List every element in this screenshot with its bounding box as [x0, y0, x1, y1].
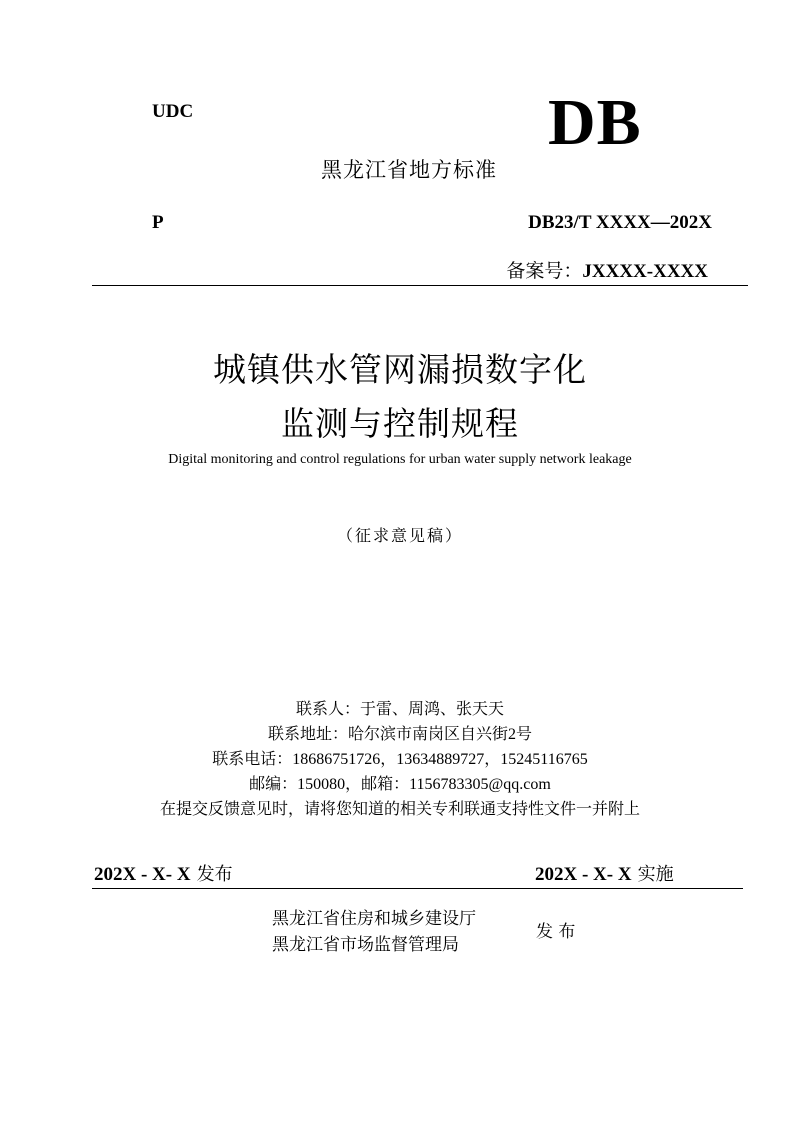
record-label: 备案号： — [506, 260, 583, 282]
issue-label: 发 布 — [536, 922, 576, 942]
release-date: 202X - X- X — [94, 864, 191, 885]
release-label: 发布 — [196, 864, 233, 885]
standard-type-title: 黑龙江省地方标准 — [321, 158, 497, 182]
title-line-2: 监测与控制规程 — [281, 407, 519, 443]
issuer-market-bureau: 黑龙江省市场监督管理局 — [272, 935, 459, 955]
english-title: Digital monitoring and control regulations for urban water supply network leakage — [168, 452, 632, 467]
title-line-1: 城镇供水管网漏损数字化 — [213, 353, 587, 389]
footer-divider — [92, 888, 743, 889]
standard-number: DB23/T XXXX—202X — [528, 212, 712, 233]
feedback-note: 在提交反馈意见时，请将您知道的相关专利联通支持性文件一并附上 — [159, 801, 640, 818]
contact-postal-email: 邮编：150080，邮箱：1156783305@qq.com — [249, 776, 551, 793]
implement-label: 实施 — [637, 864, 674, 885]
record-number-line — [506, 256, 708, 283]
db-logo: DB — [548, 86, 642, 159]
draft-status: （征求意见稿） — [336, 528, 463, 545]
header-divider — [92, 285, 748, 286]
udc-label: UDC — [152, 101, 194, 122]
contact-address: 联系地址：哈尔滨市南岗区自兴街2号 — [267, 726, 532, 743]
contact-phones: 联系电话：18686751726，13634889727，15245116765 — [212, 751, 588, 768]
record-number: JXXXX-XXXX — [582, 261, 708, 282]
issuer-housing-department: 黑龙江省住房和城乡建设厅 — [272, 909, 476, 929]
contact-persons: 联系人：于雷、周鸿、张天天 — [295, 701, 504, 718]
category-code: P — [152, 212, 164, 233]
implement-date-line — [535, 860, 674, 886]
release-date-line — [94, 860, 233, 886]
implement-date: 202X - X- X — [535, 864, 632, 885]
